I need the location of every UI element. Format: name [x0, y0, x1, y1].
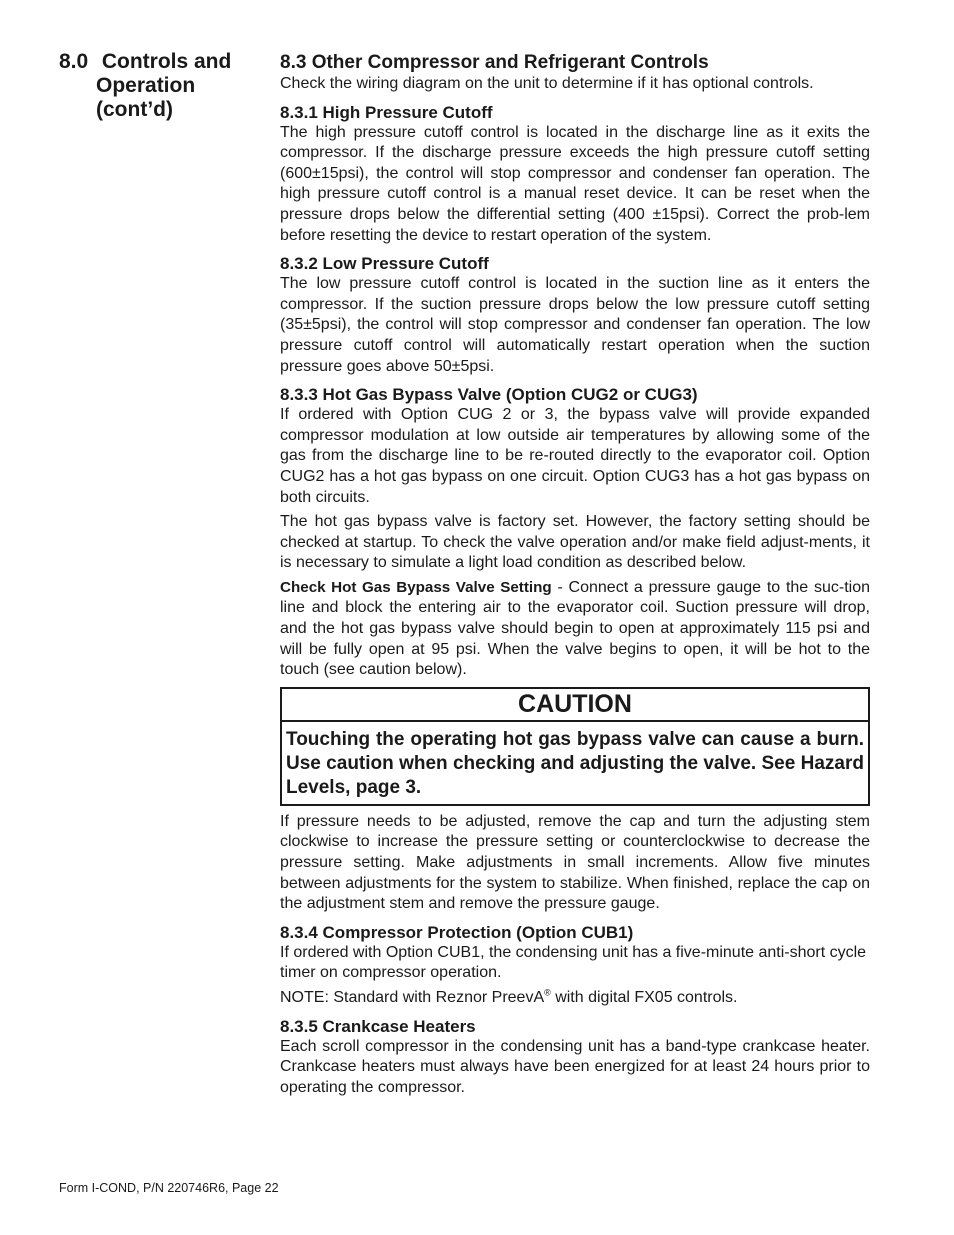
chapter-heading-line1 — [59, 50, 259, 74]
caution-title: CAUTION — [282, 689, 868, 722]
section-8-3-3-para3: If pressure needs to be adjusted, remove the cap and turn the adjusting stem clockwise to increase the pressure setting or counterclockwise to decrease the pressure setting. Make adjustments in small increments. Allow five minutes between adjustments for the system to stabilize. When finished, replace the cap on the adjustment stem and remove the pressure gauge. — [280, 812, 870, 913]
chapter-title-line2: Operation — [96, 74, 196, 97]
caution-body: Touching the operating hot gas bypass valve can cause a burn. Use caution when checking and adjusting the valve. See Hazard Levels, page 3. — [286, 728, 864, 798]
section-8-3-4-note — [280, 988, 870, 1009]
note-text-end: with digital FX05 controls. — [550, 989, 738, 1006]
section-8-3-2-body: The low pressure cutoff control is located in the suction line as it enters the compressor. If the suction pressure drops below the low pressure cutoff setting (35±5psi), the control will stop compressor and condenser fan operation. The low pressure cutoff control will automatically restart operation when the suction pressure goes above 50±5psi. — [280, 275, 870, 375]
registered-mark: ® — [544, 987, 551, 998]
page-footer: Form I-COND, P/N 220746R6, Page 22 — [59, 1181, 279, 1195]
main-column — [280, 52, 870, 1098]
section-8-3-3-title: 8.3.3 Hot Gas Bypass Valve (Option CUG2 or CUG3) — [280, 385, 698, 405]
section-8-3-4-body: If ordered with Option CUB1, the condensing unit has a five-minute anti-short cycle timer on compressor operation. — [280, 943, 867, 982]
section-8-3-1-title: 8.3.1 High Pressure Cutoff — [280, 102, 493, 122]
section-8-3-4-title: 8.3.4 Compressor Protection (Option CUB1) — [280, 922, 634, 942]
section-8-3-5-title: 8.3.5 Crankcase Heaters — [280, 1016, 476, 1036]
section-8-3-3-para2: The hot gas bypass valve is factory set. However, the factory setting should be checked at startup. To check the valve operation and/or make field adjust-ments, it is necessary to simulate a light load condition as described below. — [280, 513, 870, 572]
check-setting-body: - Connect a pressure gauge to the suc-tion line and block the entering air to the evaporator coil. Suction pressure will drop, and the hot gas bypass valve should begin to open at approximately 115 psi and will be fully open at 95 psi. When the valve begins to open, it will be hot to the touch (see caution below). — [280, 578, 871, 679]
section-8-3-1-body: The high pressure cutoff control is located in the discharge line as it exits the compressor. If the discharge pressure exceeds the high pressure cutoff setting (600±15psi), the control will stop compressor and condenser fan operation. The high pressure cutoff control is a manual reset device. It can be reset when the pressure drops below the differential setting (400 ±15psi). Correct the prob-lem before resetting the device to restart operation of the system. — [280, 123, 870, 244]
section-8-3-3-para1: If ordered with Option CUG 2 or 3, the bypass valve will provide expanded compressor modulation at low outside air temperatures by allowing some of the gas from the discharge line to be re-routed directly to the evaporator coil. Option CUG2 has a hot gas bypass on one circuit. Option CUG3 has a hot gas bypass on both circuits. — [280, 406, 870, 506]
section-8-3-intro: Check the wiring diagram on the unit to determine if it has optional controls. — [280, 75, 814, 92]
section-8-3-2-title: 8.3.2 Low Pressure Cutoff — [280, 254, 489, 274]
section-8-3-title: 8.3 Other Compressor and Refrigerant Controls — [280, 52, 709, 73]
check-setting-heading: Check Hot Gas Bypass Valve Setting — [280, 578, 552, 596]
chapter-heading — [59, 50, 259, 122]
section-8-3-5-body: Each scroll compressor in the condensing unit has a band-type crankcase heater. Crankcase heaters must always have been energized for at least 24 hours prior to operating the compressor. — [280, 1037, 870, 1096]
caution-box — [280, 687, 870, 806]
chapter-number: 8.0 — [59, 50, 89, 73]
chapter-title-line1: Controls and — [101, 50, 232, 73]
chapter-title-line3: (cont’d) — [96, 98, 173, 121]
section-8-3-3-check — [280, 578, 870, 681]
note-text-start: NOTE: Standard with Reznor PreevA — [280, 989, 545, 1006]
